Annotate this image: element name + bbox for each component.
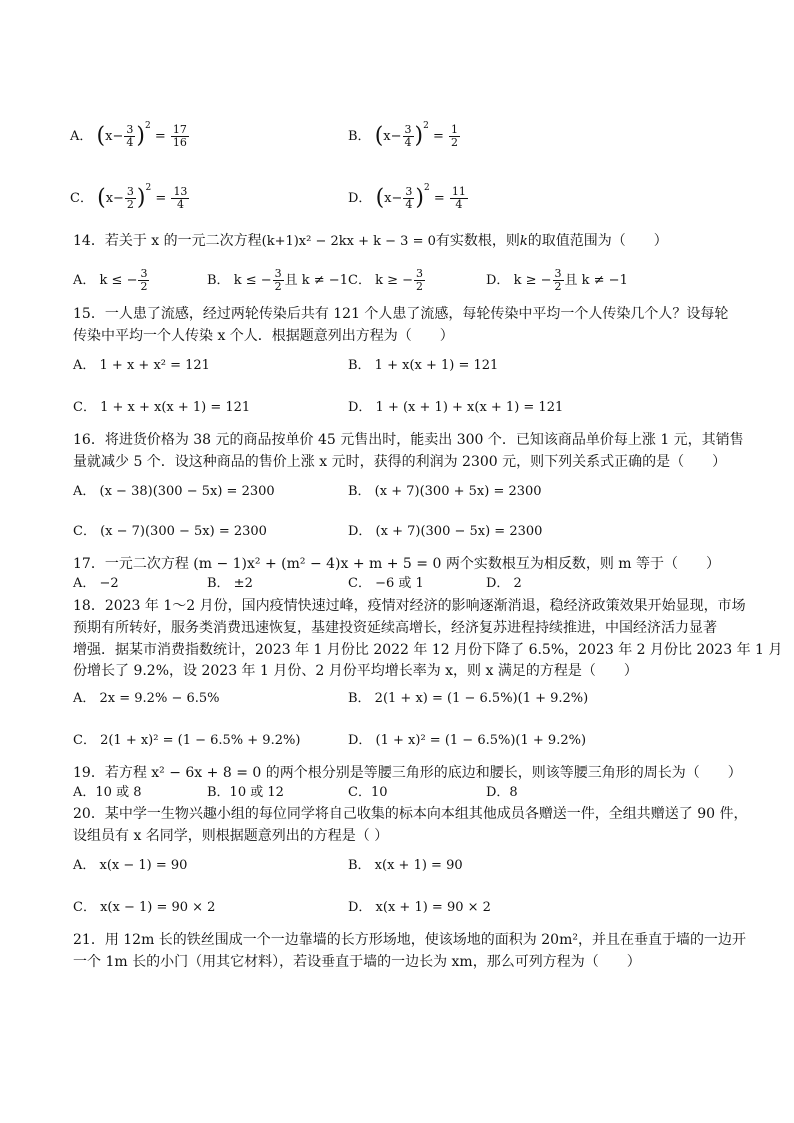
expr: x− (384, 191, 403, 206)
q16-option-d: D． (x + 7)(300 − 5x) = 2300 (348, 524, 543, 539)
frac-num: 1 (451, 123, 459, 136)
q14-stem-part: 有实数根，则 (435, 233, 520, 249)
frac-num: 17 (172, 123, 187, 136)
q14-option-a (73, 268, 150, 293)
q20-option-b: B． x(x + 1) = 90 (348, 858, 463, 873)
q15-option-c: C． 1 + x + x(x + 1) = 121 (73, 400, 251, 415)
q14-option-b (207, 268, 348, 293)
q20-option-c: C． x(x − 1) = 90 × 2 (73, 900, 216, 915)
expr: x− (105, 191, 124, 206)
q13-option-c: C． (x− $\frac{3}{2}$ )$^2$ = $\frac{13}{4}$ (70, 183, 188, 211)
q15-stem-line2: 传染中平均一个人传染 x 个人．根据题意列出方程为（ ） (73, 328, 454, 344)
frac-den: 2 (140, 280, 148, 293)
q17-option-c: C． −6 或 1 (348, 576, 424, 591)
q13-option-b: B． (x− $\frac{3}{4}$ )$^2$ = $\frac{1}{2}$ (348, 121, 459, 149)
q19-option-a: A．10 或 8 (73, 785, 142, 800)
q16-option-a: A． (x − 38)(300 − 5x) = 2300 (73, 484, 275, 499)
expr: 且 k ≠ −1 (284, 273, 348, 288)
q19-option-c: C．10 (348, 785, 388, 800)
q17-option-d: D． 2 (486, 576, 522, 591)
frac-num: 3 (416, 267, 424, 280)
option-letter: A． (73, 273, 96, 288)
q14-equation: (k+1)x² − 2kx + k − 3 = 0 (261, 234, 436, 249)
frac-den: 2 (416, 280, 424, 293)
q14-option-d (486, 268, 628, 293)
q16-stem-line1: 16．将进货价格为 38 元的商品按单价 45 元售出时，能卖出 300 个．已知该商品单价每上涨 1 元，其销售 (73, 432, 744, 448)
frac-num: 3 (405, 185, 413, 198)
q14-stem-part: 的取值范围为（ ） (527, 233, 668, 249)
q13-option-a: A． (x− $\frac{3}{4}$ )$^2$ = $\frac{17}{16}$ (70, 121, 187, 149)
q18-stem-line2: 预期有所转好，服务类消费迅速恢复，基建投资延续高增长，经济复苏进程持续推进，中国经济活力显著 (73, 620, 717, 636)
expr: k ≥ − (513, 273, 552, 288)
frac-num: 3 (140, 267, 148, 280)
expr: k ≤ − (99, 273, 138, 288)
equals: = (155, 191, 167, 206)
expr: x− (383, 129, 402, 144)
q13-option-d: D． (x− $\frac{3}{4}$ )$^2$ = $\frac{11}{4}$ (348, 183, 466, 211)
q17-stem: 17．一元二次方程 (m − 1)x² + (m² − 4)x + m + 5 = 0 两个实数根互为相反数，则 m 等于（ ） (73, 556, 720, 572)
q20-stem-line1: 20．某中学一生物兴趣小组的每位同学将自己收集的标本向本组其他成员各赠送一件，全组共赠送了 90 件， (73, 806, 748, 822)
q20-stem-line2: 设组员有 x 名同学，则根据题意列出的方程是（ ） (73, 828, 389, 844)
q18-option-b: B． 2(1 + x) = (1 − 6.5%)(1 + 9.2%) (348, 691, 589, 706)
option-letter: C． (70, 191, 93, 206)
q16-option-b: B． (x + 7)(300 + 5x) = 2300 (348, 484, 542, 499)
q14-stem-part: 14．若关于 x 的一元二次方程 (73, 233, 262, 249)
q16-stem-line2: 量就减少 5 个．设这种商品的售价上涨 x 元时，获得的利润为 2300 元，则下列关系式正确的是（ ） (73, 454, 727, 470)
expr: 且 k ≠ −1 (564, 273, 628, 288)
frac-den: 4 (404, 136, 412, 149)
q18-stem-line1: 18．2023 年 1～2 月份，国内疫情快速过峰，疫情对经济的影响逐渐消退，稳经济政策效果开始显现，市场 (73, 598, 746, 614)
option-letter: A． (70, 129, 93, 144)
q15-option-b: B． 1 + x(x + 1) = 121 (348, 358, 499, 373)
q19-option-d: D．8 (486, 785, 518, 800)
q15-option-d: D． 1 + (x + 1) + x(x + 1) = 121 (348, 400, 564, 415)
exponent: 2 (144, 121, 151, 131)
exponent: 2 (424, 183, 430, 193)
q20-option-a: A． x(x − 1) = 90 (73, 858, 188, 873)
q19-stem: 19．若方程 x² − 6x + 8 = 0 的两个根分别是等腰三角形的底边和腰长，则该等腰三角形的周长为（ ） (73, 765, 742, 781)
option-letter: D． (348, 191, 372, 206)
option-letter: C． (348, 273, 371, 288)
frac-den: 2 (451, 136, 459, 149)
frac-num: 13 (173, 185, 188, 198)
option-letter: B． (207, 273, 230, 288)
q18-stem-line4: 份增长了 9.2%，设 2023 年 1 月份、2 月份平均增长率为 x，则 x 满足的方程是（ ） (73, 663, 638, 679)
frac-num: 3 (404, 123, 412, 136)
equals: = (433, 191, 445, 206)
exponent: 2 (145, 183, 152, 193)
equals: = (154, 129, 166, 144)
q18-stem-line3: 增强．据某市消费指数统计，2023 年 1 月份比 2022 年 12 月份下降了 6.5%，2023 年 2 月份比 2023 年 1 月 (73, 642, 783, 658)
q14-option-c (348, 268, 426, 293)
exponent: 2 (423, 121, 429, 131)
option-letter: D． (486, 273, 510, 288)
q19-option-b: B．10 或 12 (207, 785, 284, 800)
q14-var-k: k (519, 234, 528, 249)
expr: k ≥ − (375, 273, 414, 288)
equals: = (433, 129, 444, 144)
frac-num: 11 (451, 185, 466, 198)
q14-stem (73, 231, 668, 252)
q16-option-c: C． (x − 7)(300 − 5x) = 2300 (73, 524, 267, 539)
q21-stem-line2: 一个 1m 长的小门（用其它材料），若设垂直于墙的一边长为 xm，那么可列方程为（ ） (73, 954, 641, 970)
frac-num: 3 (554, 267, 562, 280)
q20-option-d: D． x(x + 1) = 90 × 2 (348, 900, 491, 915)
frac-num: 3 (274, 267, 282, 280)
q17-option-b: B． ±2 (207, 576, 253, 591)
frac-den: 4 (126, 136, 134, 149)
q18-option-a: A． 2x = 9.2% − 6.5% (73, 691, 220, 706)
frac-den: 4 (405, 198, 413, 211)
frac-den: 4 (455, 198, 463, 211)
frac-den: 2 (554, 280, 562, 293)
q17-option-a: A． −2 (73, 576, 119, 591)
frac-num: 3 (126, 185, 134, 198)
q15-option-a: A． 1 + x + x² = 121 (73, 358, 210, 373)
frac-num: 3 (126, 123, 134, 136)
q15-stem-line1: 15．一人患了流感，经过两轮传染后共有 121 个人患了流感，每轮传染中平均一个人传染几个人？设每轮 (73, 306, 729, 322)
frac-den: 4 (176, 198, 184, 211)
frac-den: 2 (126, 198, 134, 211)
option-letter: B． (348, 129, 371, 144)
frac-den: 2 (274, 280, 282, 293)
expr: k ≤ − (233, 273, 272, 288)
q18-option-d: D． (1 + x)² = (1 − 6.5%)(1 + 9.2%) (348, 733, 587, 748)
expr: x− (105, 129, 124, 144)
frac-den: 16 (172, 136, 187, 149)
q18-option-c: C． 2(1 + x)² = (1 − 6.5% + 9.2%) (73, 733, 301, 748)
q21-stem-line1: 21．用 12m 长的铁丝围成一个一边靠墙的长方形场地，使该场地的面积为 20m²，并且在垂直于墙的一边开 (73, 932, 746, 948)
